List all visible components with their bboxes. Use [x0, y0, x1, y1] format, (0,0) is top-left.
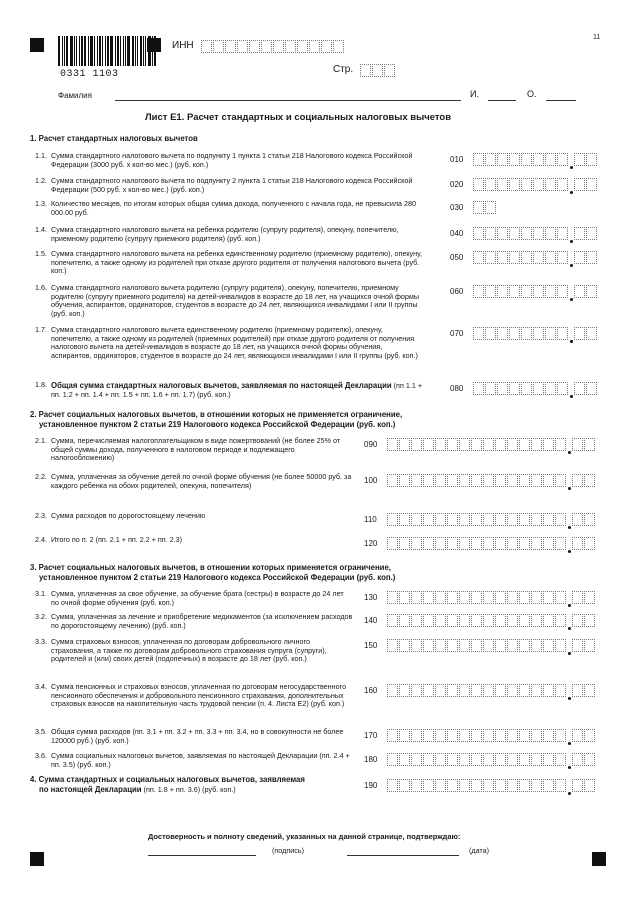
row-070-text: [35, 325, 423, 360]
code-060: 060: [450, 287, 464, 296]
row-100-text: [35, 472, 353, 490]
field-040[interactable]: [473, 225, 598, 243]
row-050-text: [35, 249, 423, 276]
row-number: 2.2.: [35, 472, 47, 481]
code-120: 120: [364, 539, 378, 548]
row-number: 3.4.: [35, 682, 47, 691]
field-030[interactable]: [473, 199, 497, 217]
row-020-text: [35, 176, 423, 194]
page-number: 11: [593, 34, 601, 41]
row-number: 1.2.: [35, 176, 47, 185]
field-050[interactable]: [473, 249, 598, 267]
signature-field[interactable]: [148, 855, 256, 856]
row-number: 1.7.: [35, 325, 47, 334]
code-020: 020: [450, 180, 464, 189]
row-130-text: [35, 589, 353, 607]
row-number: 3.5.: [35, 727, 47, 736]
row-010-text: [35, 151, 423, 169]
row-140-text: [35, 612, 353, 630]
field-150[interactable]: [387, 637, 596, 655]
row-110-text: [35, 511, 353, 521]
code-140: 140: [364, 616, 378, 625]
row-text: Общая сумма расходов (пп. 3.1 + пп. 3.2 + пп. 3.3 + пп. 3.4, но в совокупности не более 120000 руб.) (руб. коп.): [51, 727, 344, 745]
code-100: 100: [364, 476, 378, 485]
row-080-text: [35, 380, 423, 399]
confirmation-text: Достоверность и полноту сведений, указанных на данной странице, подтверждаю:: [148, 832, 461, 841]
row-text: Сумма, уплаченная за свое обучение, за обучение брата (сестры) в возрасте до 24 лет по очной форме обучения (руб. коп.): [51, 589, 344, 607]
row-number: 1.6.: [35, 283, 47, 292]
row-040-text: [35, 225, 423, 243]
row-number: 1.5.: [35, 249, 47, 258]
row-text: Сумма, уплаченная за лечение и приобретение медикаментов (за исключением расходов по дорогостоящему лечению) (руб. коп.): [51, 612, 353, 630]
row-060-text: [35, 283, 423, 318]
surname-label: Фамилия: [58, 91, 92, 100]
code-160: 160: [364, 686, 378, 695]
row-text: Сумма, уплаченная за обучение детей по очной форме обучения (не более 50000 руб. за каждого ребенка на обоих родителей, опекуна, попечителя): [51, 472, 352, 490]
code-180: 180: [364, 755, 378, 764]
field-070[interactable]: [473, 325, 598, 343]
row-number: 1.4.: [35, 225, 47, 234]
row-text: Сумма страховых взносов, уплаченная по договорам добровольного личного страхования, а также по договорам добровольного страхования супруга (супруги), родителей и (или) своих детей (подопечных) в возрасте до 18 лет (руб. коп.): [51, 637, 327, 664]
page-title: Лист Е1. Расчет стандартных и социальных налоговых вычетов: [145, 112, 452, 123]
field-130[interactable]: [387, 589, 596, 607]
row-text: Сумма, перечисляемая налогоплательщиком в виде пожертвований (не более 25% от общей суммы дохода, полученного в налоговом периоде и подлежащего налогообложению): [51, 436, 341, 463]
row-text: (пп 1.1 + пп. 1.2 + пп. 1.4 + пп. 1.5 + пп. 1.6 + пп. 1.7) (руб. коп.): [51, 381, 423, 399]
row-text: Итого по п. 2 (пп. 2.1 + пп. 2.2 + пп. 2.3): [51, 535, 183, 544]
code-050: 050: [450, 253, 464, 262]
code-130: 130: [364, 593, 378, 602]
registration-marker-bottom-left: [30, 852, 44, 866]
field-080[interactable]: [473, 380, 598, 398]
date-caption: (дата): [469, 846, 490, 855]
field-060[interactable]: [473, 283, 598, 301]
row-number: 1.1.: [35, 151, 47, 160]
field-110[interactable]: [387, 511, 596, 529]
row-text: Сумма стандартного налогового вычета единственному родителю (приемному родителю), опекуну, попечителю, а также одному из родителей (приемных родителей) при отказе другого родителя от получения налогового вычета на детей-инвалидов в возрасте до 18 лет, на учащихся очной формы обучения, аспирантов, ординаторов, студентов в возрасте до 24 лет, являющихся инвалидами I или II группы (руб. коп.): [51, 325, 418, 360]
row-text: Сумма пенсионных и страховых взносов, уплаченная по договорам негосударственного пенсионного обеспечения и добровольного пенсионного страхования, дополнительных страховых взносов на накопительную часть трудовой пенсии (п. 4. Листа Е2) (руб. коп.): [51, 682, 347, 709]
field-100[interactable]: [387, 472, 596, 490]
date-field[interactable]: [347, 855, 459, 856]
row-text-bold: Общая сумма стандартных налоговых вычетов, заявляемая по настоящей Декларации: [51, 381, 392, 390]
initial-o-field[interactable]: [546, 100, 576, 101]
row-number: 3.1.: [35, 589, 47, 598]
row-number: 1.3.: [35, 199, 47, 208]
row-text: Количество месяцев, по итогам которых общая сумма дохода, полученного с начала года, не превысила 280 000.00 руб.: [51, 199, 417, 217]
row-text: Сумма расходов по дорогостоящему лечению: [51, 511, 206, 520]
surname-field[interactable]: [115, 100, 461, 101]
field-160[interactable]: [387, 682, 596, 700]
code-150: 150: [364, 641, 378, 650]
row-number: 1.8.: [35, 380, 47, 389]
barcode-number: 0331 1103: [60, 69, 119, 80]
page-field[interactable]: [360, 62, 396, 80]
row-150-text: [35, 637, 353, 664]
inn-field[interactable]: [201, 38, 345, 56]
inn-label: ИНН: [172, 40, 194, 51]
field-020[interactable]: [473, 176, 598, 194]
code-110: 110: [364, 515, 377, 524]
row-180-text: [35, 751, 353, 769]
barcode: [58, 36, 158, 66]
row-120-text: [35, 535, 353, 545]
code-190: 190: [364, 781, 378, 790]
code-040: 040: [450, 229, 464, 238]
code-170: 170: [364, 731, 378, 740]
registration-marker-top-left: [30, 38, 44, 52]
row-text: Сумма стандартного налогового вычета по подпункту 1 пункта 1 статьи 218 Налогового кодекса Российской Федерации (3000 руб. х кол-во мес.) (руб. коп.): [51, 151, 413, 169]
section2-heading: 2. Расчет социальных налоговых вычетов, в отношении которых не применяется ограничение, установленное пунктом 2 статьи 219 Налогового кодекса Российской Федерации (руб. коп.): [30, 410, 403, 429]
row-text: Сумма стандартного налогового вычета по подпункту 2 пункта 1 статьи 218 Налогового кодекса Российской Федерации (500 руб. х кол-во мес.) (руб. коп.): [51, 176, 413, 194]
field-190[interactable]: [387, 777, 596, 795]
initial-o-label: О.: [527, 89, 537, 99]
section1-heading: 1. Расчет стандартных налоговых вычетов: [30, 134, 198, 143]
field-180[interactable]: [387, 751, 596, 769]
code-070: 070: [450, 329, 464, 338]
row-number: 3.6.: [35, 751, 47, 760]
row-number: 2.4.: [35, 535, 47, 544]
code-090: 090: [364, 440, 378, 449]
row-text: Сумма социальных налоговых вычетов, заявляемая по настоящей Декларации (пп. 2.4 + пп. 3.5) (руб. коп.): [51, 751, 350, 769]
signature-caption: (подпись): [272, 846, 304, 855]
row-text: Сумма стандартного налогового вычета на ребенка родителю (супругу родителя), опекуну, попечителю, приемному родителю (супругу приемного родителя) (руб. коп.): [51, 225, 399, 243]
code-010: 010: [450, 155, 464, 164]
initial-i-field[interactable]: [488, 100, 516, 101]
field-120[interactable]: [387, 535, 596, 553]
section3-heading: 3. Расчет социальных налоговых вычетов, в отношении которых применяется ограничение, установленное пунктом 2 статьи 219 Налогового кодекса Российской Федерации (руб. коп.): [30, 563, 396, 582]
row-090-text: [35, 436, 353, 463]
code-030: 030: [450, 203, 464, 212]
initial-i-label: И.: [470, 89, 479, 99]
field-140[interactable]: [387, 612, 596, 630]
section4-text: 4. Сумма стандартных и социальных налоговых вычетов, заявляемая по настоящей Декларации (пп. 1.8 + пп. 3.6) (руб. коп.): [30, 775, 305, 794]
row-number: 2.3.: [35, 511, 47, 520]
row-170-text: [35, 727, 353, 745]
field-090[interactable]: [387, 436, 596, 454]
registration-marker-bottom-right: [592, 852, 606, 866]
field-010[interactable]: [473, 151, 598, 169]
code-080: 080: [450, 384, 464, 393]
row-text: Сумма стандартного налогового вычета родителю (супругу родителя), опекуну, попечителю, приемному родителю (супругу приемного родителя) на детей-инвалидов в возрасте до 18 лет, на учащихся очной формы обучения, аспирантов, ординаторов, студентов в возрасте до 24 лет, являющихся инвалидами I или II группы (руб. коп.): [51, 283, 419, 318]
row-number: 3.2.: [35, 612, 47, 621]
row-160-text: [35, 682, 353, 709]
page-label: Стр.: [333, 64, 354, 75]
field-170[interactable]: [387, 727, 596, 745]
row-030-text: [35, 199, 423, 217]
row-number: 3.3.: [35, 637, 47, 646]
row-number: 2.1.: [35, 436, 47, 445]
row-text: Сумма стандартного налогового вычета на ребенка единственному родителю (приемному родителю), опекуну, попечителю, а также одному из родителей при отказе другого родителя от получения налогового вычета (руб. коп.): [51, 249, 422, 276]
